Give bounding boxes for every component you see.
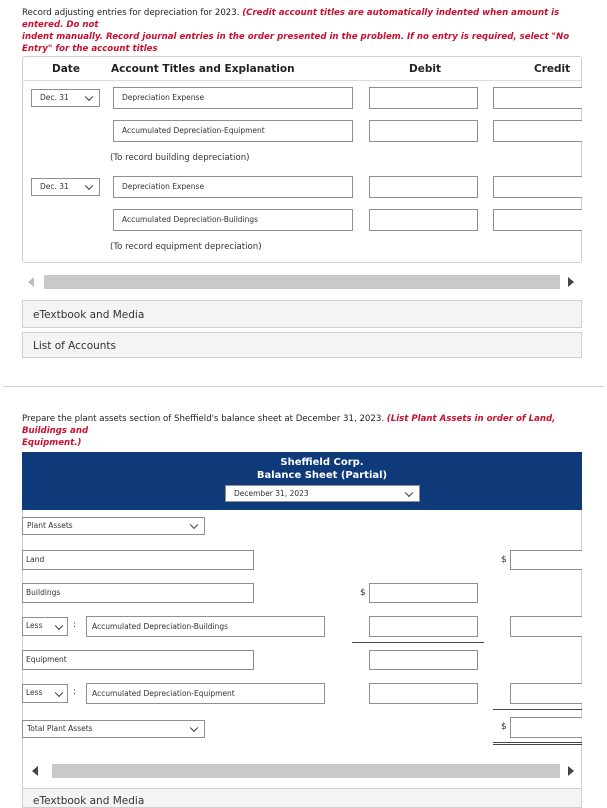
col-header-debit: Debit xyxy=(409,63,441,75)
buildings-amount-input[interactable] xyxy=(369,583,478,603)
entry1-credit-amount-input[interactable] xyxy=(493,87,582,109)
scrollbar-thumb[interactable] xyxy=(44,275,560,289)
header-divider xyxy=(22,80,582,81)
scroll-right-icon[interactable] xyxy=(568,766,574,776)
entry2-date-select[interactable]: Dec. 31 xyxy=(31,178,100,196)
dollar-sign: $ xyxy=(501,722,507,732)
colon: : xyxy=(73,620,76,630)
entry1-credit-debit-amount-input[interactable] xyxy=(369,120,478,142)
dollar-sign: $ xyxy=(360,588,366,598)
statement-title: Balance Sheet (Partial) xyxy=(256,470,388,481)
entry1-explanation: (To record building depreciation) xyxy=(110,153,250,163)
total-plant-assets-select[interactable]: Total Plant Assets xyxy=(22,720,205,738)
chevron-down-icon xyxy=(85,182,93,190)
double-underline xyxy=(493,742,582,745)
dollar-sign: $ xyxy=(501,555,507,565)
chevron-down-icon xyxy=(405,488,413,496)
entry2-credit-credit-amount-input[interactable] xyxy=(493,209,582,231)
entry2-explanation: (To record equipment depreciation) xyxy=(110,242,262,252)
chevron-down-icon xyxy=(190,724,198,732)
buildings-account-input[interactable]: Buildings xyxy=(22,583,254,603)
date-select[interactable]: December 31, 2023 xyxy=(225,485,420,502)
equipment-account-input[interactable]: Equipment xyxy=(22,650,254,670)
chevron-down-icon xyxy=(55,621,63,629)
col-header-date: Date xyxy=(52,63,80,75)
accum-dep-equipment-amount-input[interactable] xyxy=(369,683,478,704)
chevron-down-icon xyxy=(85,93,93,101)
entry1-debit-account-input[interactable]: Depreciation Expense xyxy=(113,87,353,109)
etextbook-media-link[interactable]: eTextbook and Media xyxy=(22,300,582,328)
equipment-amount-input[interactable] xyxy=(369,650,478,670)
entry1-credit-credit-amount-input[interactable] xyxy=(493,120,582,142)
entry1-debit-amount-input[interactable] xyxy=(369,87,478,109)
q2-instructions: Prepare the plant assets section of Sheffield's balance sheet at December 31, 2023. (List Plant Assets in order of Land, Buildings and Equipment.) xyxy=(22,414,556,448)
underline xyxy=(352,642,484,643)
horizontal-scrollbar[interactable] xyxy=(22,761,582,781)
entry1-credit-account-input[interactable]: Accumulated Depreciation-Equipment xyxy=(113,120,353,142)
section-heading-select[interactable]: Plant Assets xyxy=(22,517,205,535)
scroll-left-icon[interactable] xyxy=(32,766,38,776)
underline xyxy=(493,709,582,710)
colon: : xyxy=(73,687,76,697)
entry1-date-select[interactable]: Dec. 31 xyxy=(31,89,100,107)
scroll-right-icon[interactable] xyxy=(568,277,574,287)
horizontal-scrollbar[interactable] xyxy=(22,272,582,292)
col-header-account: Account Titles and Explanation xyxy=(111,63,295,75)
scrollbar-thumb[interactable] xyxy=(52,764,560,778)
net-equipment-amount-input[interactable] xyxy=(510,683,582,704)
list-of-accounts-link[interactable]: List of Accounts xyxy=(22,332,582,358)
chevron-down-icon xyxy=(55,688,63,696)
entry2-credit-amount-input[interactable] xyxy=(493,176,582,198)
entry2-debit-account-input[interactable]: Depreciation Expense xyxy=(113,176,353,198)
accum-dep-equipment-input[interactable]: Accumulated Depreciation-Equipment xyxy=(86,683,325,704)
q1-instructions: Record adjusting entries for depreciation for 2023. (Credit account titles are automatically indented when amount is entered. Do not indent manually. Record journal entries in the order presented in the problem. If no entry is required, select "No Entry" for the account titles xyxy=(22,8,570,54)
land-amount-input[interactable] xyxy=(510,550,582,570)
total-amount-input[interactable] xyxy=(510,717,582,738)
etextbook-media-label: eTextbook and Media xyxy=(33,795,145,807)
accum-dep-buildings-amount-input[interactable] xyxy=(369,616,478,637)
entry2-credit-debit-amount-input[interactable] xyxy=(369,209,478,231)
accum-dep-buildings-input[interactable]: Accumulated Depreciation-Buildings xyxy=(86,616,325,637)
entry2-debit-amount-input[interactable] xyxy=(369,176,478,198)
entry2-credit-account-input[interactable]: Accumulated Depreciation-Buildings xyxy=(113,209,353,231)
land-account-input[interactable]: Land xyxy=(22,550,254,570)
less-select-equipment[interactable]: Less xyxy=(22,684,68,703)
chevron-down-icon xyxy=(190,521,198,529)
net-buildings-amount-input[interactable] xyxy=(510,616,582,637)
company-name: Sheffield Corp. xyxy=(280,457,364,468)
question-divider xyxy=(3,386,604,387)
col-header-credit: Credit xyxy=(534,63,571,75)
less-select-buildings[interactable]: Less xyxy=(22,617,68,636)
scroll-left-icon[interactable] xyxy=(28,277,34,287)
etextbook-media-link-2[interactable] xyxy=(22,788,582,808)
